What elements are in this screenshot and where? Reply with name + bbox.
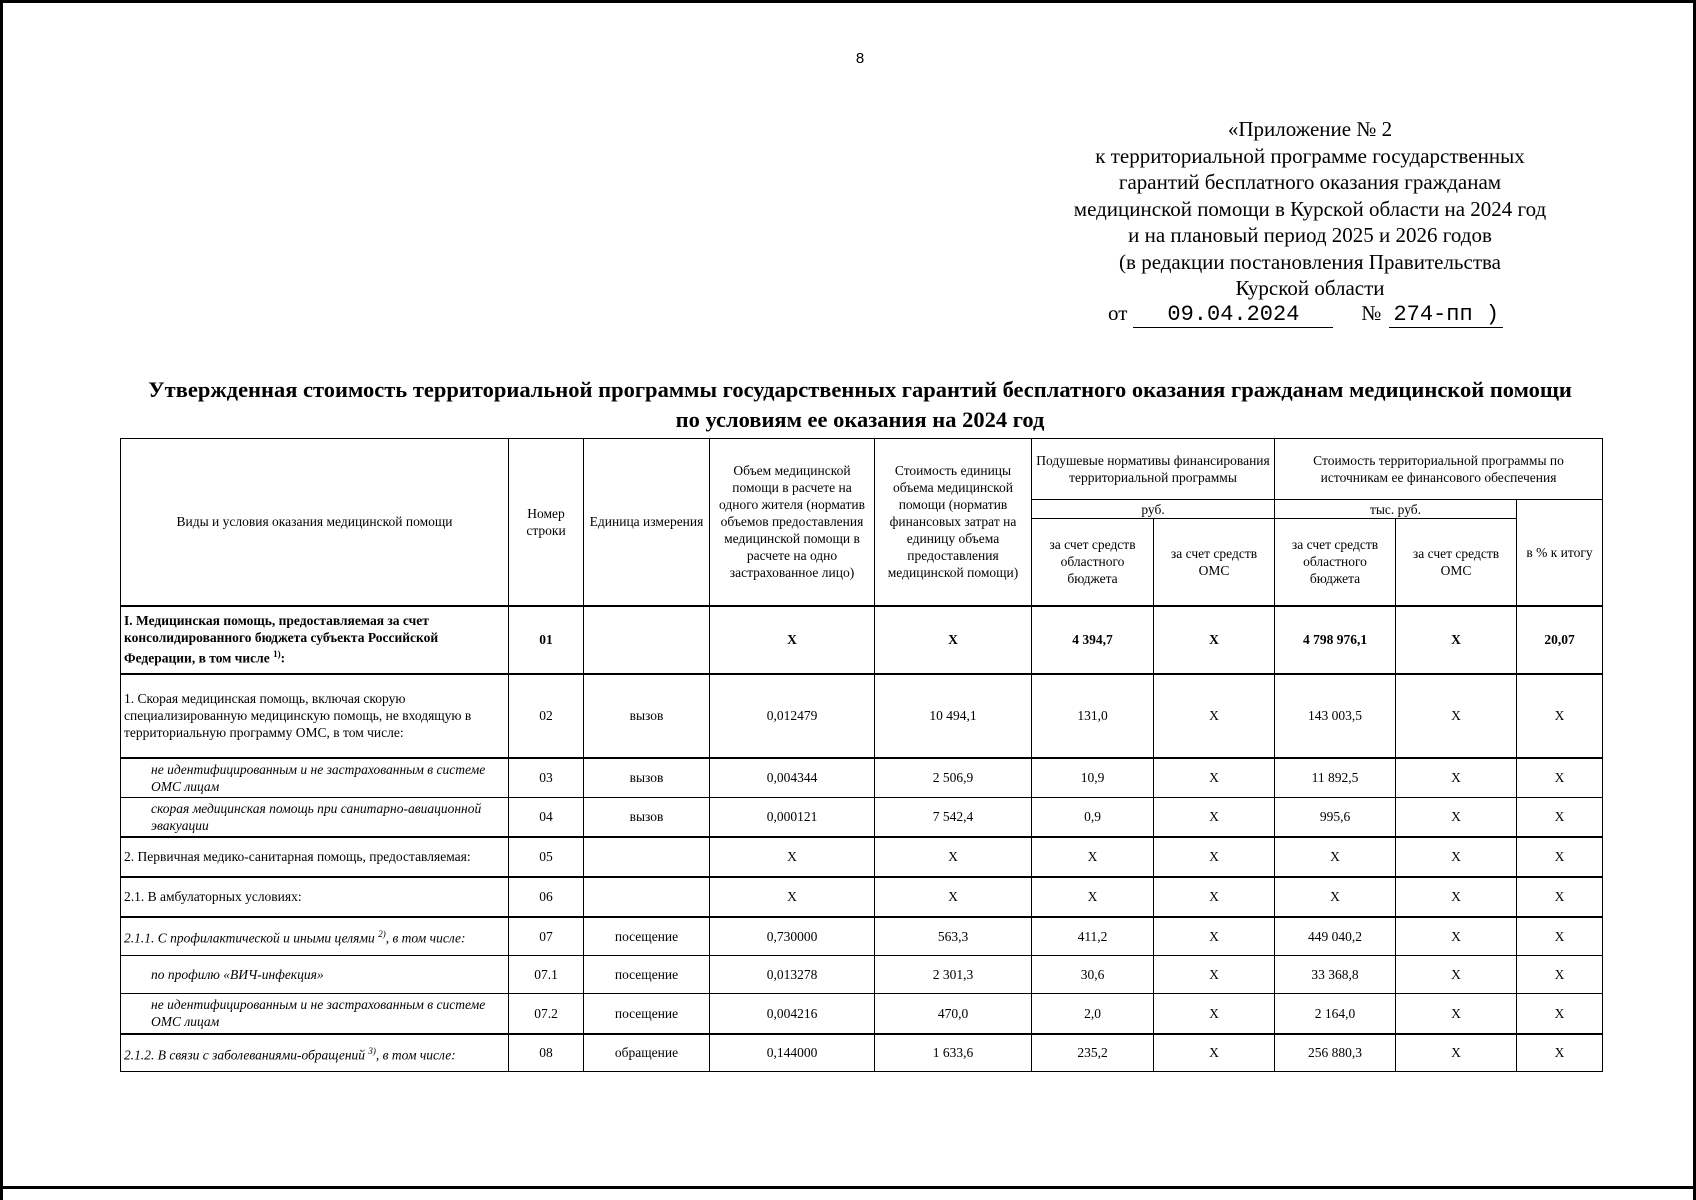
row-unit-cost: 1 633,6 — [875, 1034, 1032, 1072]
row-pc-oms: Х — [1154, 1034, 1275, 1072]
header-pc-budget: за счет средств областного бюджета — [1032, 519, 1154, 606]
row-number: 03 — [509, 758, 584, 798]
header-unit: Единица измерения — [584, 439, 710, 606]
heading-line-2: по условиям ее оказания на 2024 год — [675, 407, 1045, 432]
row-name: 1. Скорая медицинская помощь, включая скорую специализированную медицинскую помощь, не входящую в территориальную программу ОМС, в том числе: — [121, 674, 509, 758]
table-row — [121, 877, 1603, 917]
row-percent: Х — [1517, 994, 1603, 1034]
row-pc-budget: Х — [1032, 877, 1154, 917]
row-name — [121, 1034, 509, 1072]
page-edge-bottom — [0, 1186, 1696, 1189]
row-pc-budget: 2,0 — [1032, 994, 1154, 1034]
row-c-oms: Х — [1396, 798, 1517, 837]
row-volume: 0,004344 — [710, 758, 875, 798]
row-unit-cost: 7 542,4 — [875, 798, 1032, 837]
row-unit-cost: Х — [875, 606, 1032, 674]
table-row — [121, 956, 1603, 994]
row-pc-oms: Х — [1154, 917, 1275, 956]
row-name: скорая медицинская помощь при санитарно-авиационной эвакуации — [121, 798, 509, 837]
cost-table — [120, 438, 1603, 1072]
row-unit — [584, 877, 710, 917]
row-volume: 0,000121 — [710, 798, 875, 837]
row-name-text: 2.1.1. С профилактической и иными целями — [124, 930, 375, 946]
heading-line-1: Утвержденная стоимость территориальной программы государственных гарантий бесплатного оказания гражданам медицинской помощи — [148, 377, 1572, 402]
header-per-capita-unit: руб. — [1032, 500, 1275, 519]
row-name: не идентифицированным и не застрахованным в системе ОМС лицам — [121, 994, 509, 1034]
row-c-budget: 143 003,5 — [1275, 674, 1396, 758]
row-c-oms: Х — [1396, 674, 1517, 758]
row-name: по профилю «ВИЧ-инфекция» — [121, 956, 509, 994]
row-percent: Х — [1517, 917, 1603, 956]
table-row — [121, 837, 1603, 877]
header-cost-unit: тыс. руб. — [1275, 500, 1517, 519]
appendix-line: и на плановый период 2025 и 2026 годов — [1128, 223, 1492, 247]
row-c-budget: 33 368,8 — [1275, 956, 1396, 994]
row-unit — [584, 606, 710, 674]
header-kinds: Виды и условия оказания медицинской помощи — [121, 439, 509, 606]
header-volume: Объем медицинской помощи в расчете на одного жителя (норматив объемов предоставления медицинской помощи в расчете на одно застрахованное лицо) — [710, 439, 875, 606]
table-row — [121, 606, 1603, 674]
row-number: 07 — [509, 917, 584, 956]
row-volume: 0,730000 — [710, 917, 875, 956]
row-unit-cost: Х — [875, 837, 1032, 877]
row-pc-budget: 411,2 — [1032, 917, 1154, 956]
row-c-budget: 449 040,2 — [1275, 917, 1396, 956]
row-name — [121, 917, 509, 956]
header-unit-cost: Стоимость единицы объема медицинской помощи (норматив финансовых затрат на единицу объема предоставления медицинской помощи) — [875, 439, 1032, 606]
header-c-budget: за счет средств областного бюджета — [1275, 519, 1396, 606]
row-pc-budget: Х — [1032, 837, 1154, 877]
row-number: 08 — [509, 1034, 584, 1072]
appendix-line: медицинской помощи в Курской области на 2024 год — [1073, 196, 1547, 221]
row-number: 06 — [509, 877, 584, 917]
row-name-text: 2.1.2. В связи с заболеваниями-обращений — [124, 1047, 366, 1062]
row-pc-oms: Х — [1154, 877, 1275, 917]
row-name-suffix: , в том числе: — [385, 930, 466, 946]
row-volume: 0,012479 — [710, 674, 875, 758]
row-unit-cost: 2 506,9 — [875, 758, 1032, 798]
row-pc-budget: 0,9 — [1032, 798, 1154, 837]
resolution-reference — [1108, 301, 1503, 328]
row-pc-oms: Х — [1154, 956, 1275, 994]
row-c-oms: Х — [1396, 758, 1517, 798]
row-unit — [584, 837, 710, 877]
row-volume: 0,144000 — [710, 1034, 875, 1072]
row-unit-cost: 563,3 — [875, 917, 1032, 956]
row-number: 05 — [509, 837, 584, 877]
page-edge-top — [0, 0, 1696, 3]
row-percent: Х — [1517, 758, 1603, 798]
row-c-budget: 2 164,0 — [1275, 994, 1396, 1034]
row-unit-cost: 10 494,1 — [875, 674, 1032, 758]
table-row — [121, 1034, 1603, 1072]
row-percent: Х — [1517, 956, 1603, 994]
row-pc-oms: Х — [1154, 837, 1275, 877]
row-volume: Х — [710, 837, 875, 877]
date-prefix: от — [1108, 301, 1128, 325]
appendix-line: «Приложение № 2 — [1227, 117, 1393, 141]
appendix-line: (в редакции постановления Правительства — [1119, 249, 1501, 274]
header-program-cost: Стоимость территориальной программы по источникам ее финансового обеспечения — [1275, 439, 1603, 500]
row-unit-cost: 470,0 — [875, 994, 1032, 1034]
row-percent: Х — [1517, 877, 1603, 917]
row-volume: Х — [710, 877, 875, 917]
table-row — [121, 674, 1603, 758]
row-unit: вызов — [584, 758, 710, 798]
header-percent: в % к итогу — [1517, 500, 1603, 606]
row-c-budget: 256 880,3 — [1275, 1034, 1396, 1072]
row-c-budget: Х — [1275, 837, 1396, 877]
row-name: 2. Первичная медико-санитарная помощь, предоставляемая: — [121, 837, 509, 877]
row-pc-oms: Х — [1154, 798, 1275, 837]
row-percent: Х — [1517, 837, 1603, 877]
row-unit-cost: Х — [875, 877, 1032, 917]
row-name-suffix: , в том числе: — [375, 1047, 456, 1062]
row-name: 2.1. В амбулаторных условиях: — [121, 877, 509, 917]
row-unit: посещение — [584, 917, 710, 956]
row-c-budget: 995,6 — [1275, 798, 1396, 837]
header-row-number: Номер строки — [509, 439, 584, 606]
row-number: 01 — [509, 606, 584, 674]
appendix-line: к территориальной программе государственных — [1095, 143, 1525, 168]
document-heading — [100, 375, 1620, 435]
row-unit: посещение — [584, 956, 710, 994]
number-sign: № — [1361, 301, 1382, 325]
row-pc-oms: Х — [1154, 606, 1275, 674]
row-pc-oms: Х — [1154, 758, 1275, 798]
page-edge-left — [0, 0, 3, 1200]
row-pc-budget: 10,9 — [1032, 758, 1154, 798]
row-c-oms: Х — [1396, 994, 1517, 1034]
page-number: 8 — [855, 50, 865, 67]
row-pc-budget: 4 394,7 — [1032, 606, 1154, 674]
row-number: 07.1 — [509, 956, 584, 994]
row-volume: 0,013278 — [710, 956, 875, 994]
row-volume: 0,004216 — [710, 994, 875, 1034]
row-name: не идентифицированным и не застрахованным в системе ОМС лицам — [121, 758, 509, 798]
row-c-oms: Х — [1396, 956, 1517, 994]
row-unit: обращение — [584, 1034, 710, 1072]
row-pc-budget: 131,0 — [1032, 674, 1154, 758]
table-row — [121, 917, 1603, 956]
header-pc-oms: за счет средств ОМС — [1154, 519, 1275, 606]
row-pc-oms: Х — [1154, 674, 1275, 758]
appendix-line: гарантий бесплатного оказания гражданам — [1118, 170, 1502, 194]
row-percent: 20,07 — [1517, 606, 1603, 674]
row-name — [121, 606, 509, 674]
resolution-date: 09.04.2024 — [1133, 303, 1333, 328]
row-c-budget: 11 892,5 — [1275, 758, 1396, 798]
closing-bracket: ) — [1485, 302, 1500, 327]
row-pc-oms: Х — [1154, 994, 1275, 1034]
row-c-oms: Х — [1396, 877, 1517, 917]
header-c-oms: за счет средств ОМС — [1396, 519, 1517, 606]
row-c-oms: Х — [1396, 837, 1517, 877]
resolution-number — [1389, 303, 1503, 328]
appendix-line: Курской области — [1235, 276, 1385, 300]
row-unit: вызов — [584, 674, 710, 758]
table-row — [121, 798, 1603, 837]
row-unit: вызов — [584, 798, 710, 837]
row-name-suffix: : — [280, 650, 286, 666]
row-number: 02 — [509, 674, 584, 758]
row-c-budget: 4 798 976,1 — [1275, 606, 1396, 674]
header-per-capita: Подушевые нормативы финансирования территориальной программы — [1032, 439, 1275, 500]
footnote-mark: 3) — [368, 1045, 376, 1056]
row-c-budget: Х — [1275, 877, 1396, 917]
row-c-oms: Х — [1396, 606, 1517, 674]
row-pc-budget: 30,6 — [1032, 956, 1154, 994]
row-unit-cost: 2 301,3 — [875, 956, 1032, 994]
row-percent: Х — [1517, 1034, 1603, 1072]
appendix-block — [1040, 116, 1580, 302]
row-volume: Х — [710, 606, 875, 674]
row-unit: посещение — [584, 994, 710, 1034]
row-c-oms: Х — [1396, 1034, 1517, 1072]
row-pc-budget: 235,2 — [1032, 1034, 1154, 1072]
row-name-text: I. Медицинская помощь, предоставляемая за счет консолидированного бюджета субъекта Российской Федерации, в том числе — [124, 613, 439, 666]
table-row — [121, 758, 1603, 798]
row-number: 04 — [509, 798, 584, 837]
table-row — [121, 994, 1603, 1034]
footnote-mark: 2) — [378, 929, 386, 939]
row-c-oms: Х — [1396, 917, 1517, 956]
footnote-mark: 1) — [273, 649, 281, 660]
row-number: 07.2 — [509, 994, 584, 1034]
resolution-number-value: 274-пп — [1393, 302, 1473, 327]
row-percent: Х — [1517, 674, 1603, 758]
row-percent: Х — [1517, 798, 1603, 837]
